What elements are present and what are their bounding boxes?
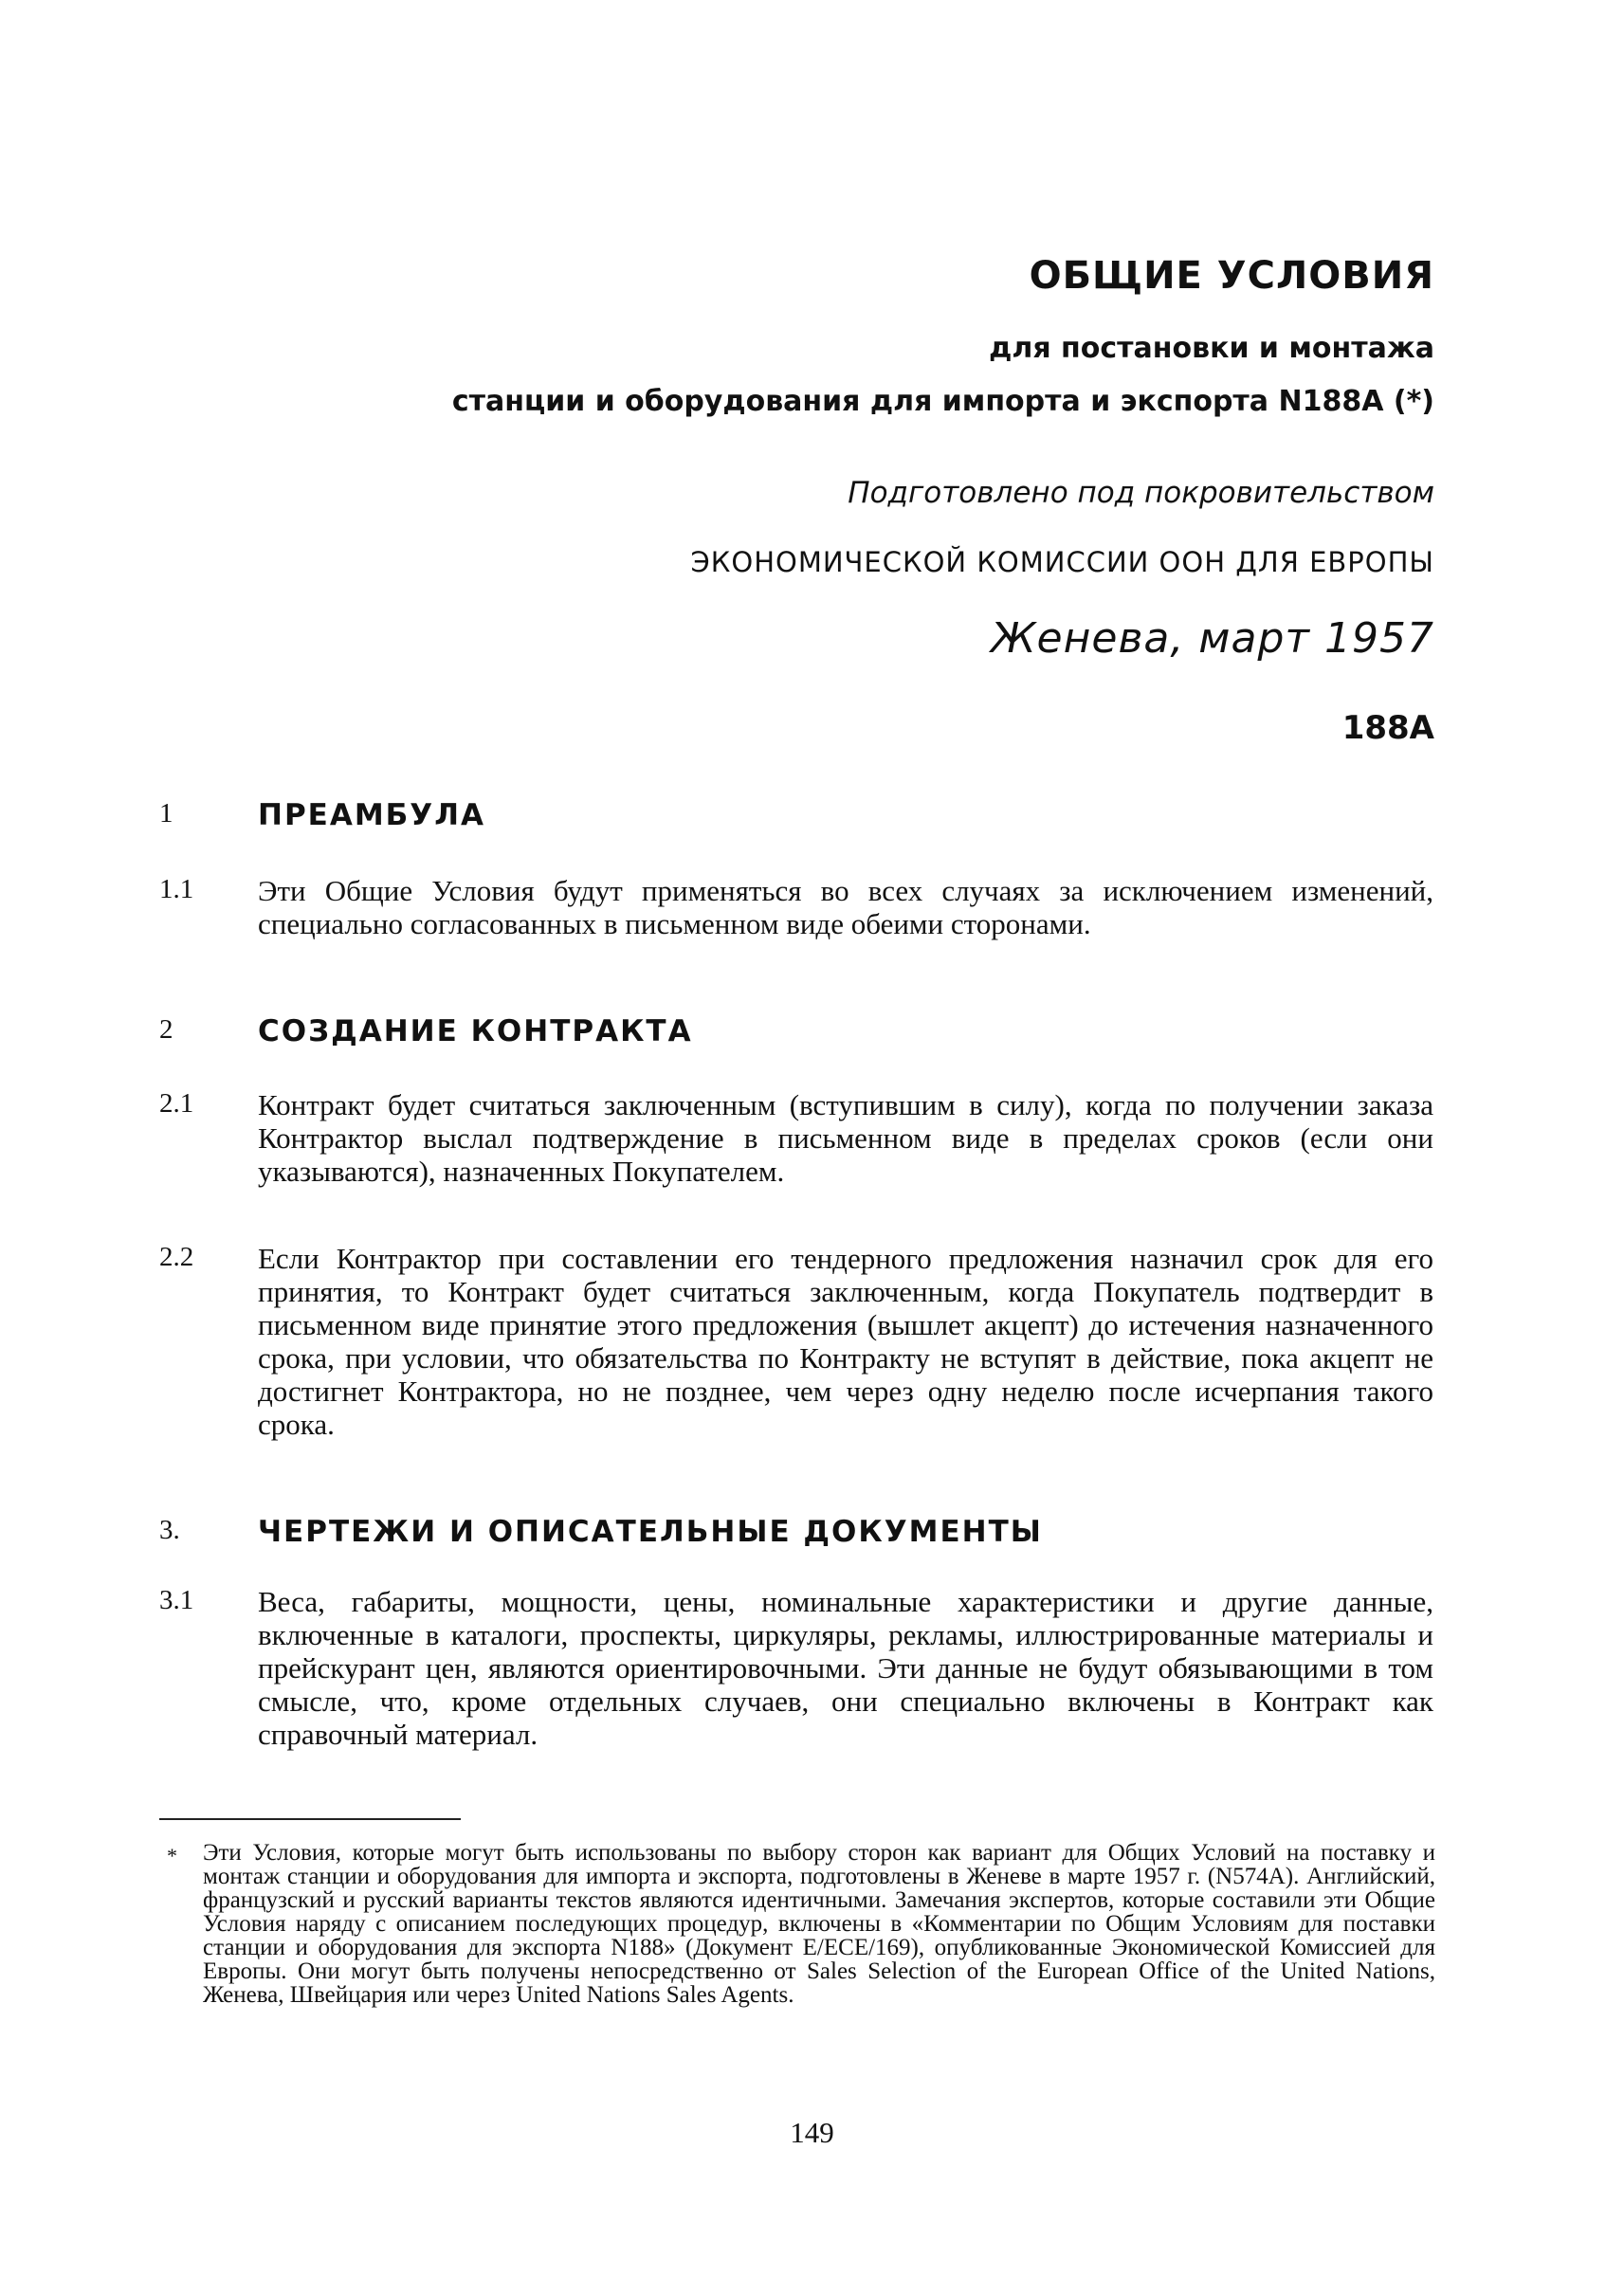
footnote-text: Эти Условия, которые могут быть использованы по выбору сторон как вариант для Общих Условий на поставку и монтаж станции и оборудования для импорта и экспорта, подготовлены в Женеве в марте 1957 г. (N574A). Английский, французский и русский варианты текстов являются идентичными. Замечания экспертов, которые составили эти Общие Условия наряду с описанием последующих процедур, включены в «Комментарии по Общим Условиям для поставки станции и оборудования для экспорта N188» (Документ E/ECE/169), опубликованные Экономической Комиссией для Европы. Они могут быть получены непосредственно от Sales Selection of the European Office of the United Nations, Женева, Швейцария или через United Nations Sales Agents. [203,1840,1435,2008]
clause-text: Если Контрактор при составлении его тендерного предложения назначил срок для его принятия, то Контракт будет считаться заключенным, когда Покупатель подтвердит в письменном виде принятие этого предложения (вышлет акцепт) до истечения назначенного срока, при условии, что обязательства по Контракту не вступят в действие, пока акцепт не достигнет Контрактора, но не позднее, чем через одну неделю после исчерпания такого срока. [258,1242,1433,1441]
section-title: ЧЕРТЕЖИ И ОПИСАТЕЛЬНЫЕ ДОКУМЕНТЫ [258,1515,1043,1549]
document-subtitle-line-2: станции и оборудования для импорта и экспорта N188A (*) [451,385,1434,418]
clause-text: Веса, габариты, мощности, цены, номинальные характеристики и другие данные, включенные в каталоги, проспекты, циркуляры, рекламы, иллюстрированные материалы и прейскурант цен, являются ориентировочными. Эти данные не будут обязывающими в том смысле, что, кроме отдельных случаев, они специально включены в Контракт как справочный материал. [258,1585,1433,1751]
page-number: 149 [790,2116,834,2149]
prepared-by-line: Подготовлено под покровительством [848,476,1434,510]
section-title: СОЗДАНИЕ КОНТРАКТА [258,1014,693,1048]
clause-number: 1.1 [159,874,194,904]
footnote-divider [159,1818,461,1820]
document-code: 188A [1341,709,1434,747]
clause-text: Эти Общие Условия будут применяться во всех случаях за исключением изменений, специально согласованных в письменном виде обеими сторонами. [258,874,1433,940]
section-title: ПРЕАМБУЛА [258,798,485,832]
clause-number: 2.2 [159,1242,194,1272]
commission-name: ЭКОНОМИЧЕСКОЙ КОМИССИИ ООН ДЛЯ ЕВРОПЫ [690,546,1434,578]
footnote-marker: * [167,1844,177,1867]
section-number: 1 [159,798,173,829]
section-number: 2 [159,1014,173,1045]
place-and-date: Женева, март 1957 [991,614,1434,663]
clause-number: 3.1 [159,1585,194,1615]
section-number: 3. [159,1515,180,1545]
clause-text: Контракт будет считаться заключенным (вступившим в силу), когда по получении заказа Контрактор выслал подтверждение в письменном виде в пределах сроков (если они указываются), назначенных Покупателем. [258,1088,1433,1188]
document-subtitle-line-1: для постановки и монтажа [989,332,1434,365]
document-title: ОБЩИЕ УСЛОВИЯ [1029,254,1434,298]
clause-number: 2.1 [159,1088,194,1119]
